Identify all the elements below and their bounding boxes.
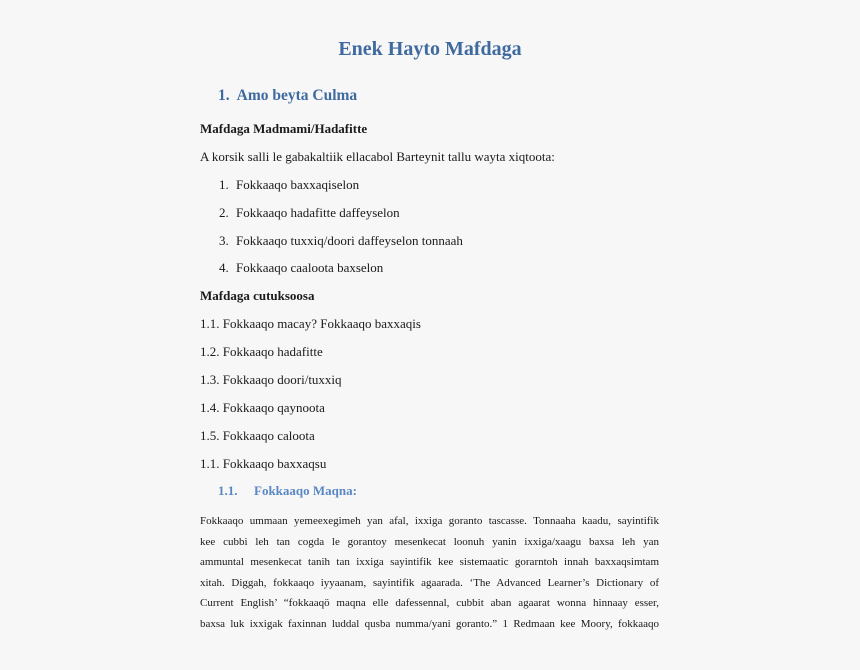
subsection-number: 1.1. <box>218 483 238 498</box>
intro-text: A korsik salli le gabakaltiik ellacabol Barteynit tallu wayta xiqtoota: <box>200 149 555 164</box>
objective-item <box>219 232 463 250</box>
paragraph-line: xitah. Diggah, fokkaaqo iyyaanam, sayintifik agaarada. ‘The Advanced Learner’s Dictionary of <box>200 576 659 589</box>
objective-number: 4. <box>219 260 229 275</box>
document-title: Enek Hayto Mafdaga <box>338 38 522 60</box>
section-label: Amo beyta Culma <box>236 87 358 104</box>
objectives-subheading: Mafdaga Madmami/Hadafitte <box>200 121 368 136</box>
contents-item: 1.4. Fokkaaqo qaynoota <box>200 400 325 415</box>
objective-text: Fokkaaqo baxxaqiselon <box>236 177 360 192</box>
subsection-label: Fokkaaqo Maqna: <box>254 483 357 498</box>
contents-item: 1.1. Fokkaaqo macay? Fokkaaqo baxxaqis <box>200 316 421 331</box>
contents-item: 1.2. Fokkaaqo hadafitte <box>200 344 323 359</box>
paragraph-line: baxsa luk ixxigak faxinnan luddal qusba numma/yani goranto.” 1 Redmaan kee Moory, fokkaaqo <box>200 617 659 630</box>
objective-number: 1. <box>219 177 229 192</box>
contents-item: 1.3. Fokkaaqo doori/tuxxiq <box>200 372 342 387</box>
paragraph-line: Current English’ “fokkaaqö maqna elle dafessennal, cubbit aban agaarat wonna hinnaay esser, <box>200 597 659 610</box>
objective-item <box>219 204 400 222</box>
subsection-heading <box>218 482 357 500</box>
objective-item <box>219 176 359 194</box>
objective-text: Fokkaaqo tuxxiq/doori daffeyselon tonnaah <box>236 233 463 248</box>
objective-item <box>219 259 383 277</box>
objective-text: Fokkaaqo caaloota baxselon <box>236 260 384 275</box>
section-heading <box>218 86 357 106</box>
objective-number: 3. <box>219 233 229 248</box>
body-paragraph <box>200 511 659 635</box>
contents-subheading: Mafdaga cutuksoosa <box>200 288 315 303</box>
objective-number: 2. <box>219 205 229 220</box>
objective-text: Fokkaaqo hadafitte daffeyselon <box>236 205 400 220</box>
contents-item: 1.1. Fokkaaqo baxxaqsu <box>200 456 327 471</box>
section-number: 1. <box>218 87 230 104</box>
paragraph-line: Fokkaaqo ummaan yemeexegimeh yan afal, ixxiga goranto tascasse. Tonnaaha kaadu, sayintifik <box>200 515 659 527</box>
paragraph-line: ammuntal mesenkecat tanih tan ixxiga sayintifik kee sistemaatic gorarntoh innah baxxaqsimtam <box>200 556 659 569</box>
contents-item: 1.5. Fokkaaqo caloota <box>200 428 315 443</box>
paragraph-line: kee cubbi leh tan cogda le gorantoy mesenkecat loonuh yanin ixxiga/xaagu baxsa leh yan <box>200 535 659 548</box>
